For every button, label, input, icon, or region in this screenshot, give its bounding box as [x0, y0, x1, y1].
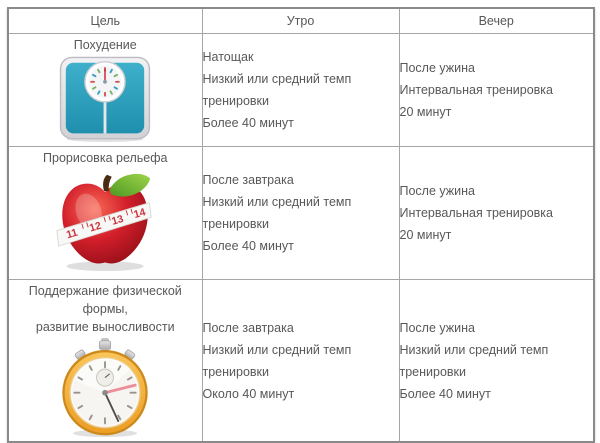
goal-label [9, 280, 202, 336]
tape-number: 14 [132, 206, 148, 221]
header-cell-morning: Утро [202, 8, 399, 34]
workout-schedule-table-wrap [7, 7, 595, 443]
cell-line: После ужина [399, 184, 475, 198]
goal-label-line: развитие выносливости [35, 320, 175, 334]
goal-label [9, 34, 202, 54]
header-cell-evening: Вечер [399, 8, 594, 34]
stopwatch-icon [9, 338, 202, 441]
goal-cell [8, 280, 202, 443]
morning-cell [202, 280, 399, 443]
cell-line: Низкий или средний темп тренировки [202, 342, 352, 379]
goal-label-line: Поддержание физической формы, [28, 284, 182, 316]
cell-line: Около 40 минут [202, 386, 295, 401]
tape-number: 12 [88, 219, 103, 235]
cell-line: После завтрака [202, 173, 294, 187]
cell-line: Низкий или средний темп тренировки [202, 195, 352, 231]
morning-cell [202, 147, 399, 280]
cell-line: Низкий или средний темп тренировки [202, 72, 352, 108]
cell-line: Интервальная тренировка [399, 206, 553, 220]
weight-scale-icon [9, 56, 202, 145]
table-row-weight-loss [8, 34, 594, 147]
workout-schedule-table [7, 7, 595, 443]
table-row-definition [8, 147, 594, 280]
cell-line: 20 минут [399, 228, 452, 242]
cell-line: Более 40 минут [399, 386, 491, 401]
goal-label-line: Похудение [73, 38, 137, 52]
header-row [8, 8, 594, 34]
cell-line: Более 40 минут [202, 239, 294, 253]
cell-line: Низкий или средний темп тренировки [399, 342, 549, 379]
cell-line: После ужина [399, 61, 475, 75]
goal-label [9, 147, 202, 167]
cell-line: 20 минут [399, 105, 452, 119]
cell-line: После завтрака [202, 320, 294, 335]
evening-cell [399, 147, 594, 280]
tape-number: 11 [65, 226, 80, 242]
tape-number: 13 [110, 212, 126, 228]
morning-cell [202, 34, 399, 147]
goal-cell [8, 34, 202, 147]
goal-cell [8, 147, 202, 280]
table-row-endurance [8, 280, 594, 443]
cell-line: Более 40 минут [202, 116, 294, 130]
cell-line: Интервальная тренировка [399, 83, 553, 97]
evening-cell [399, 280, 594, 443]
cell-line: Натощак [202, 50, 254, 64]
goal-label-line: Прорисовка рельефа [43, 151, 168, 165]
evening-cell [399, 34, 594, 147]
header-cell-goal: Цель [8, 8, 202, 34]
apple-measuring-tape-icon [9, 169, 202, 276]
cell-line: После ужина [399, 320, 475, 335]
